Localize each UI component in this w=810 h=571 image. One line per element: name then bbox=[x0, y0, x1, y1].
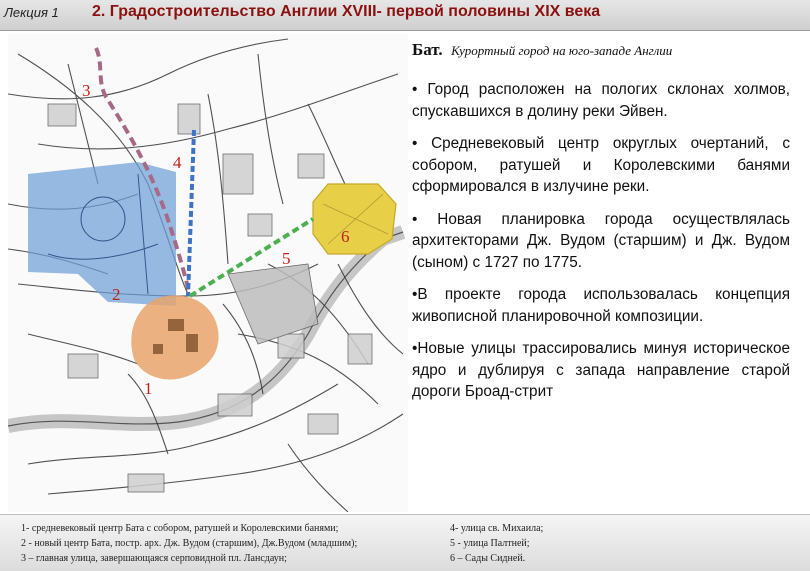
sydney-gardens-area bbox=[313, 184, 396, 254]
bullet-item: • Средневековый центр округлых очертаний, с собором, ратушей и Королевскими банями сформировался в излучине реки. bbox=[412, 135, 790, 195]
legend-item: 2 - новый центр Бата, постр. арх. Дж. Вудом (старшим), Дж.Вудом (младшим); bbox=[21, 538, 358, 549]
map-label-2: 2 bbox=[112, 285, 121, 304]
legend-item: 5 - улица Палтней; bbox=[450, 538, 530, 549]
bullet-item: • Новая планировка города осуществлялась архитекторами Дж. Вудом (старшим) и Дж. Вудом (сыном) с 1727 по 1775. bbox=[412, 210, 790, 271]
header-bar bbox=[0, 0, 810, 31]
bullet-item: •Новые улицы трассировались минуя историческое ядро и дублируя с запада направление старой дороги Броад-стрит bbox=[412, 340, 790, 400]
map-label-1: 1 bbox=[144, 379, 153, 398]
slide-title: 2. Градостроительство Англии XVIII- первой половины XIX века bbox=[92, 3, 601, 20]
subtitle bbox=[412, 40, 808, 60]
legend-item: 4- улица св. Михаила; bbox=[450, 523, 544, 534]
map-label-3: 3 bbox=[82, 81, 91, 100]
lecture-label: Лекция 1 bbox=[4, 5, 59, 20]
city-map bbox=[8, 34, 408, 512]
legend-footer bbox=[0, 514, 810, 571]
map-label-5: 5 bbox=[282, 249, 291, 268]
map-label-6: 6 bbox=[341, 227, 350, 246]
map-label-4: 4 bbox=[173, 153, 182, 172]
legend-right bbox=[450, 521, 570, 566]
legend-item: 3 – главная улица, завершающаяся серповидной пл. Лансдаун; bbox=[21, 553, 287, 564]
bullet-list bbox=[412, 79, 790, 414]
legend-item: 6 – Сады Сидней. bbox=[450, 553, 526, 564]
legend-left bbox=[21, 521, 431, 566]
bullet-item: • Город расположен на пологих склонах холмов, спускавшихся в долину реки Эйвен. bbox=[412, 81, 790, 120]
city-name: Бат. bbox=[412, 40, 443, 59]
city-description: Курортный город на юго-западе Англии bbox=[451, 43, 673, 58]
bullet-item: •В проекте города использовалась концепция живописной планировочной композиции. bbox=[412, 286, 790, 325]
legend-item: 1- средневековый центр Бата с собором, ратушей и Королевскими банями; bbox=[21, 523, 339, 534]
